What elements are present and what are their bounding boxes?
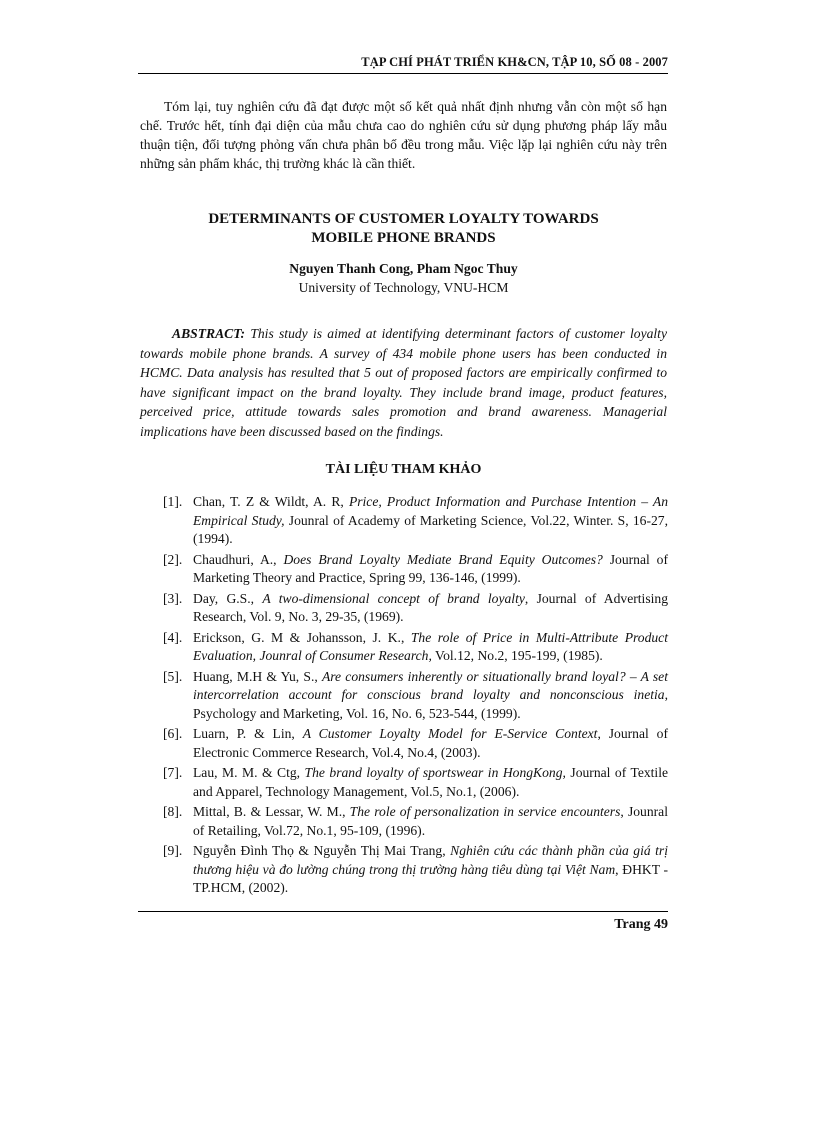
reference-number: [5].	[163, 668, 183, 684]
reference-item	[163, 725, 668, 762]
references-heading: TÀI LIỆU THAM KHẢO	[325, 462, 482, 477]
intro-paragraph: Tóm lại, tuy nghiên cứu đã đạt được một số kết quả nhất định nhưng vẫn còn một số hạn chế. Trước hết, tính đại diện của mẫu chưa cao do nghiên cứu sử dụng phương pháp lấy mẫu thuận tiện, đối tượng phỏng vấn chưa phân bố đều trong mẫu. Việc lặp lại nghiên cứu này trên những sản phẩm khác, thị trường khác là cần thiết.	[140, 99, 667, 171]
reference-item	[163, 493, 668, 549]
reference-item	[163, 764, 668, 801]
reference-number: [9].	[163, 843, 183, 858]
abstract-text: This study is aimed at identifying determinant factors of customer loyalty towards mobile phone brands. A survey of 434 mobile phone users has been conducted in HCMC. Data analysis has resulted that 5 out of proposed factors are empirically confirmed to have significant impact on the brand loyalty. They include brand image, product features, perceived price, attitude towards sales promotion and brand awareness. Managerial implications have been discussed based on the findings.	[140, 326, 667, 439]
reference-number: [4].	[163, 629, 183, 645]
paper-affiliation: University of Technology, VNU-HCM	[298, 280, 509, 295]
reference-text: Chaudhuri, A., Does Brand Loyalty Mediate Brand Equity Outcomes? Journal of Marketing Theory and Practice, Spring 99, 136-146, (1999).	[193, 551, 668, 585]
abstract	[140, 324, 667, 441]
reference-item	[163, 629, 668, 666]
reference-number: [6].	[163, 726, 183, 741]
reference-item	[163, 551, 668, 588]
journal-header: TẠP CHÍ PHÁT TRIỂN KH&CN, TẬP 10, SỐ 08 - 2007	[361, 55, 668, 69]
reference-list	[163, 493, 668, 900]
reference-text: Day, G.S., A two-dimensional concept of brand loyalty, Journal of Advertising Research, Vol. 9, No. 3, 29-35, (1969).	[193, 590, 668, 624]
reference-item	[163, 803, 668, 840]
reference-text: Erickson, G. M & Johansson, J. K., The role of Price in Multi-Attribute Product Evaluation, Jounral of Consumer Research, Vol.12, No.2, 195-199, (1985).	[193, 629, 668, 663]
paper-title-line2: MOBILE PHONE BRANDS	[311, 230, 496, 246]
header-rule	[138, 73, 668, 74]
footer-rule	[138, 911, 668, 912]
page-number: Trang 49	[614, 917, 668, 932]
reference-number: [7].	[163, 765, 183, 780]
paper-title	[140, 210, 667, 248]
reference-text: Luarn, P. & Lin, A Customer Loyalty Model for E-Service Context, Journal of Electronic Commerce Research, Vol.4, No.4, (2003).	[193, 726, 668, 760]
reference-text: Mittal, B. & Lessar, W. M., The role of personalization in service encounters, Jounral of Retailing, Vol.72, No.1, 95-109, (1996).	[193, 804, 668, 838]
paper-title-line1: DETERMINANTS OF CUSTOMER LOYALTY TOWARDS	[208, 211, 599, 227]
reference-number: [1].	[163, 494, 183, 509]
reference-text: Chan, T. Z & Wildt, A. R, Price, Product Information and Purchase Intention – An Empirical Study, Jounral of Academy of Marketing Science, Vol.22, Winter. S, 16-27, (1994).	[193, 494, 668, 546]
reference-item	[163, 590, 668, 627]
abstract-label: ABSTRACT:	[172, 326, 246, 341]
reference-item	[163, 668, 668, 724]
reference-text: Nguyễn Đình Thọ & Nguyễn Thị Mai Trang, Nghiên cứu các thành phần của giá trị thương hiệu và đo lường chúng trong thị trường hàng tiêu dùng tại Việt Nam, ĐHKT - TP.HCM, (2002).	[193, 843, 669, 895]
paper-authors: Nguyen Thanh Cong, Pham Ngoc Thuy	[289, 261, 518, 276]
reference-number: [3].	[163, 590, 183, 606]
reference-item	[163, 842, 668, 898]
reference-text: Lau, M. M. & Ctg, The brand loyalty of sportswear in HongKong, Journal of Textile and Apparel, Technology Management, Vol.5, No.1, (2006).	[193, 765, 669, 799]
reference-number: [8].	[163, 804, 183, 819]
reference-text: Huang, M.H & Yu, S., Are consumers inherently or situationally brand loyal? – A set intercorrelation account for conscious brand loyalty and nonconscious inetia, Psychology and Marketing, Vol. 16, No. 6, 523-544, (1999).	[193, 668, 668, 721]
reference-number: [2].	[163, 551, 183, 567]
